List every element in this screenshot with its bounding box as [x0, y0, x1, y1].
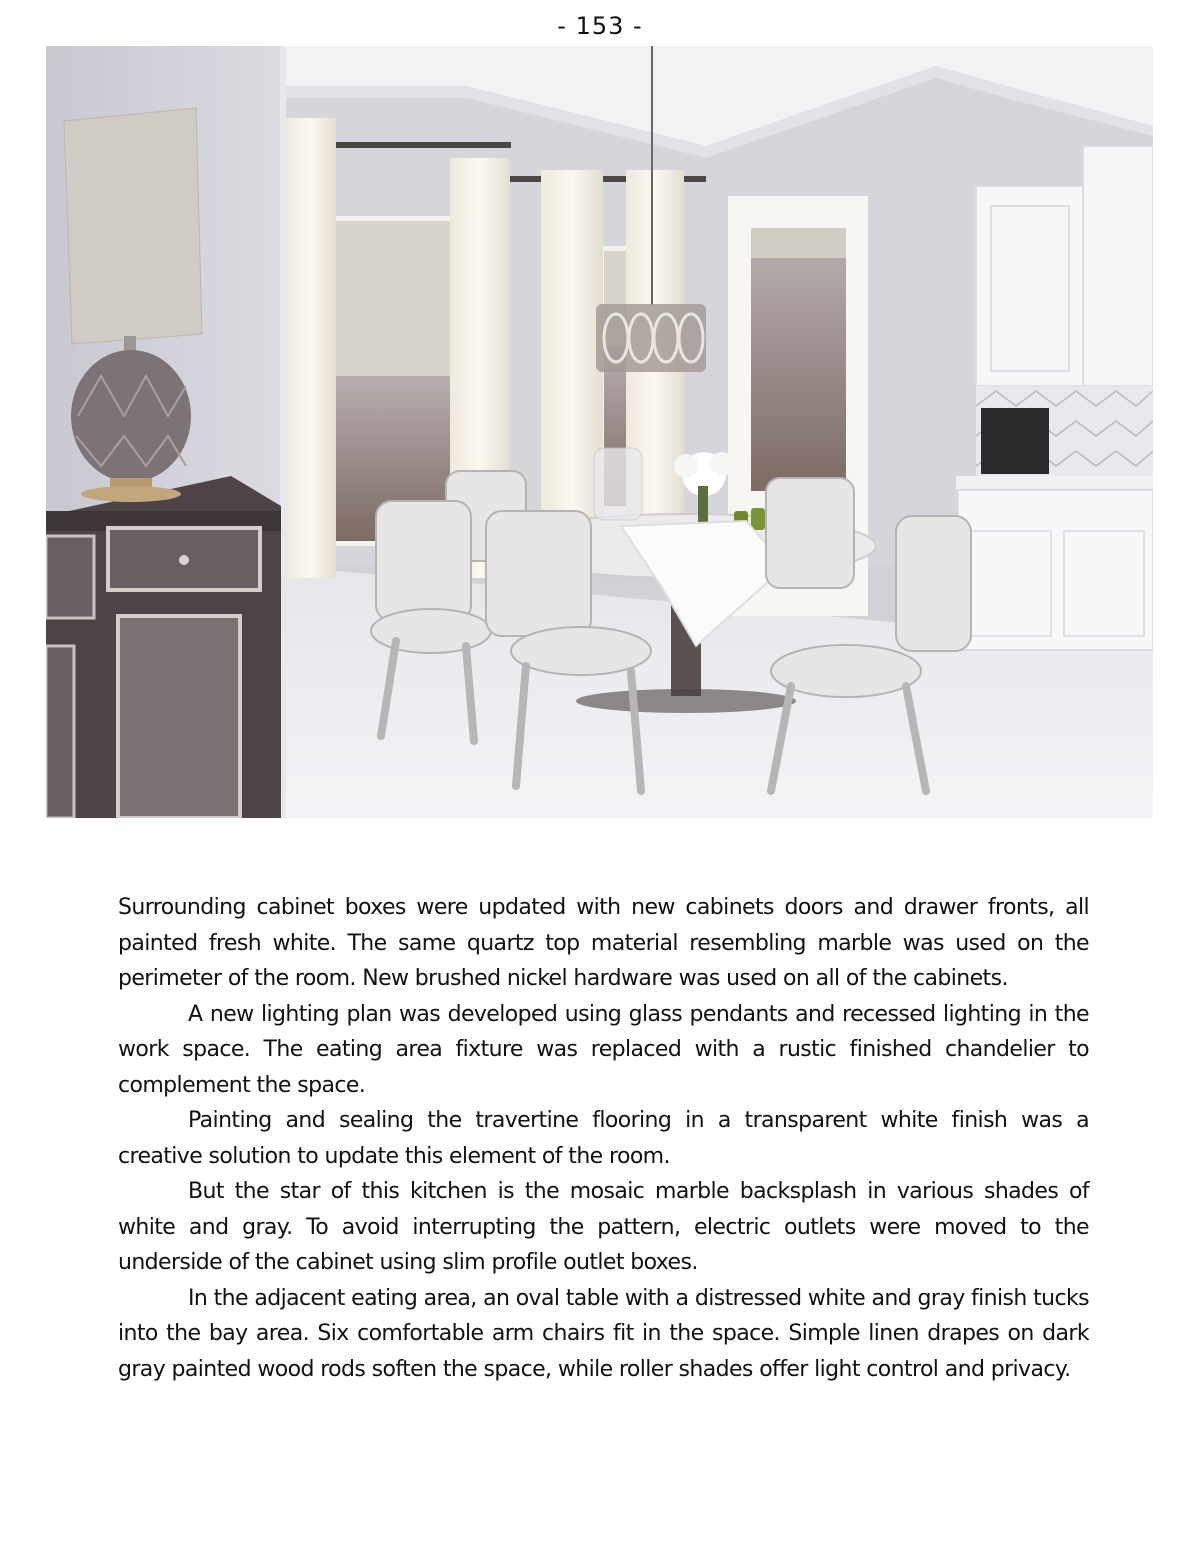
page-number: - 153 - — [557, 12, 643, 40]
dining-room-photo — [46, 46, 1153, 818]
paragraph-cabinets: Surrounding cabinet boxes were updated with new cabinets doors and drawer fronts, all painted fresh white. The same quartz top material resembling marble was used on the perimeter of the room. New brushed nickel hardware was used on all of the cabinets. — [118, 895, 1089, 991]
body-text — [118, 890, 1089, 1387]
paragraph-eating-area: In the adjacent eating area, an oval table with a distressed white and gray finish tucks into the bay area. Six comfortable arm chairs fit in the space. Simple linen drapes on dark gray painted wood rods soften the space, while roller shades offer light control and privacy. — [118, 1285, 1089, 1382]
paragraph-lighting: A new lighting plan was developed using glass pendants and recessed lighting in the work space. The eating area fixture was replaced with a rustic finished chandelier to complement the space. — [118, 1001, 1089, 1098]
paragraph-flooring: Painting and sealing the travertine flooring in a transparent white finish was a creative solution to update this element of the room. — [118, 1108, 1089, 1169]
paragraph-backsplash: But the star of this kitchen is the mosaic marble backsplash in various shades of white and gray. To avoid interrupting the pattern, electric outlets were moved to the underside of the cabinet using slim profile outlet boxes. — [118, 1179, 1089, 1275]
